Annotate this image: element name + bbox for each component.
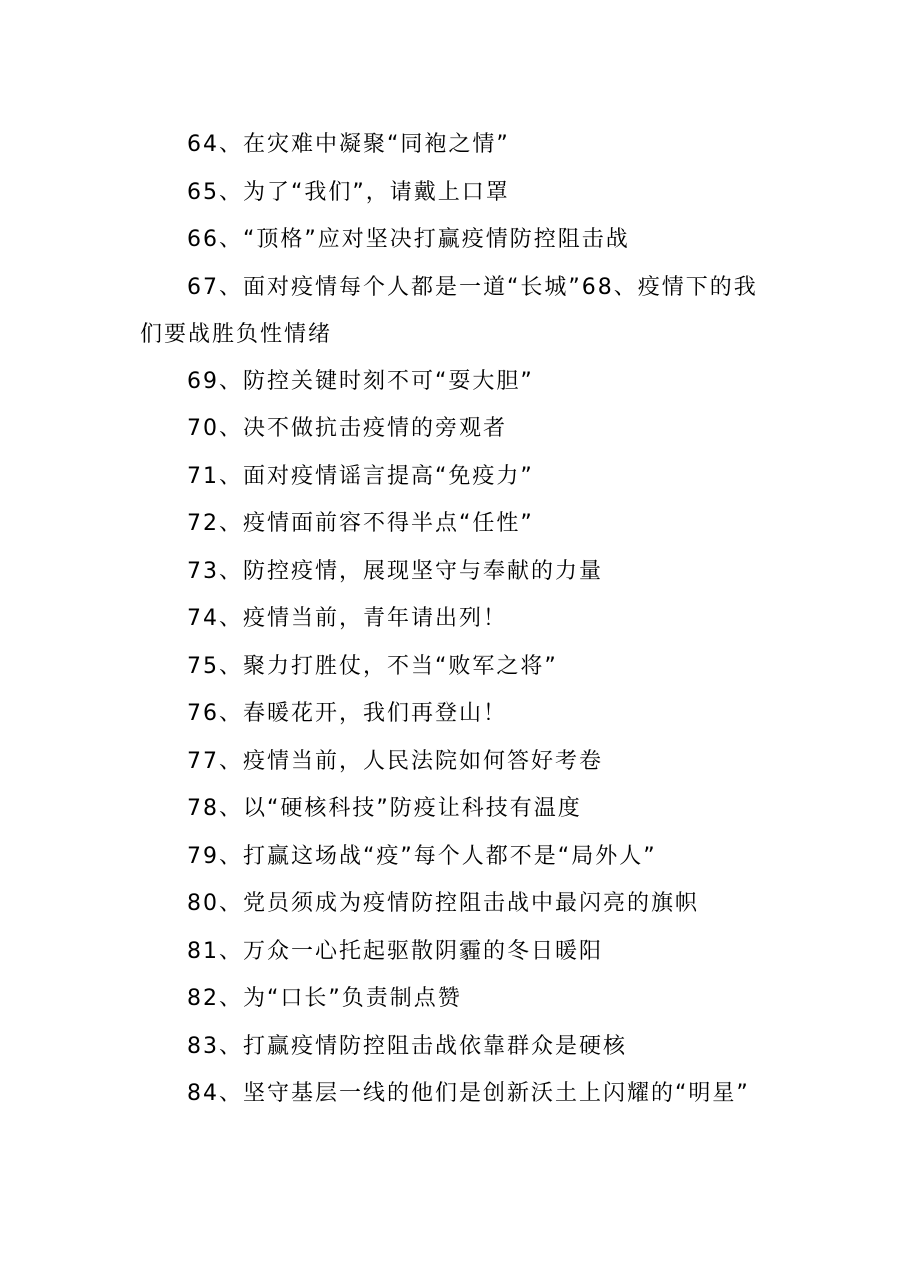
list-item: 81、万众一心托起驱散阴霾的冬日暖阳 <box>187 938 603 964</box>
list-item: 66、“顶格”应对坚决打赢疫情防控阻击战 <box>187 227 630 252</box>
list-item: 75、聚力打胜仗，不当“败军之将” <box>187 653 558 679</box>
list-item: 80、党员须成为疫情防控阻击战中最闪亮的旗帜 <box>187 891 699 916</box>
list-item: 67、面对疫情每个人都是一道“长城”68、疫情下的我们要战胜负性情绪 <box>140 274 758 347</box>
list-item: 69、防控关键时刻不可“耍大胆” <box>187 368 534 394</box>
list-item: 83、打赢疫情防控阻击战依靠群众是硬核 <box>187 1033 627 1059</box>
list-item: 71、面对疫情谣言提高“免疫力” <box>187 463 534 489</box>
slogan-list <box>140 121 780 1117</box>
list-item: 64、在灾难中凝聚“同袍之情” <box>187 132 510 157</box>
list-item: 78、以“硬核科技”防疫让科技有温度 <box>187 796 582 821</box>
list-item: 70、决不做抗击疫情的旁观者 <box>187 416 507 441</box>
list-item: 82、为“口长”负责制点赞 <box>187 986 462 1011</box>
list-item: 72、疫情面前容不得半点“任性” <box>187 511 534 536</box>
list-item: 74、疫情当前，青年请出列！ <box>187 606 507 631</box>
list-item: 76、春暖花开，我们再登山！ <box>187 701 507 726</box>
list-item: 65、为了“我们”，请戴上口罩 <box>187 179 510 205</box>
list-item: 73、防控疫情，展现坚守与奉献的力量 <box>187 558 603 584</box>
list-item: 84、坚守基层一线的他们是创新沃土上闪耀的“明星” <box>187 1081 750 1106</box>
list-item: 77、疫情当前，人民法院如何答好考卷 <box>187 748 603 774</box>
list-item: 79、打赢这场战“疫”每个人都不是“局外人” <box>187 843 657 869</box>
